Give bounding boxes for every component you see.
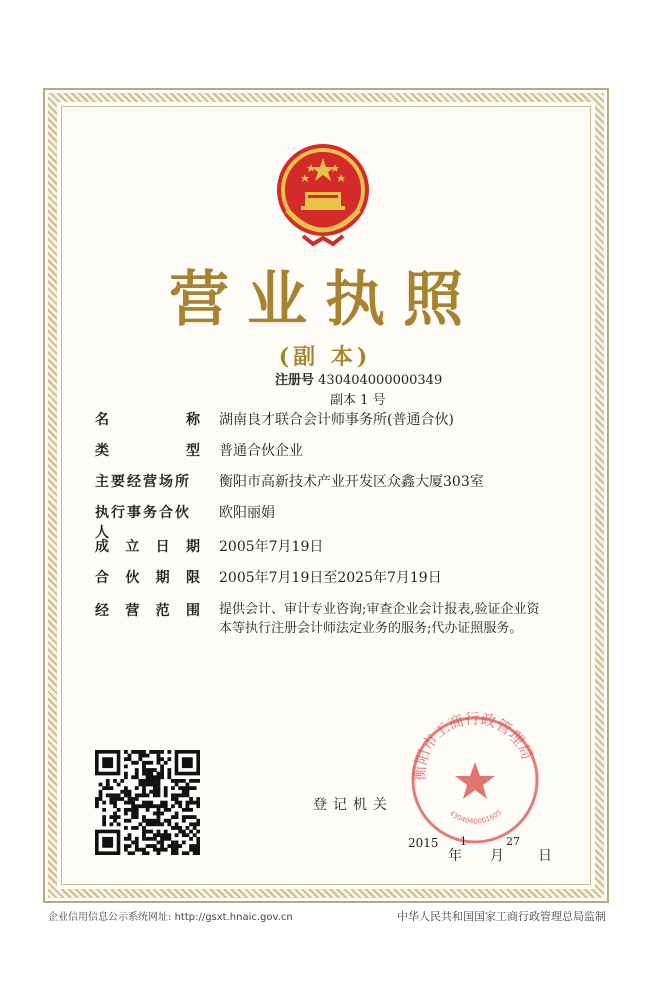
issue-year: 2015 [408, 836, 439, 850]
label-established-date: 成 立 日 期 [95, 539, 200, 555]
value-business-address: 衡阳市高新技术产业开发区众鑫大厦303室 [219, 474, 484, 490]
footer-supervisor: 中华人民共和国国家工商行政管理总局监制 [397, 910, 606, 923]
value-business-scope: 提供会计、审计专业咨询;审查企业会计报表,验证企业资本等执行注册会计师法定业务的服务;代办证照服务。 [219, 602, 540, 636]
star-icon [455, 762, 495, 799]
issue-month: 1 [460, 835, 467, 848]
registration-label: 注册号 [275, 373, 315, 388]
value-name: 湖南良才联合会计师事务所(普通合伙) [219, 412, 454, 428]
registration-line [275, 369, 442, 388]
issue-day-char: 日 [538, 848, 552, 864]
copy-number-line [330, 389, 386, 408]
seal-number: 4304040001605 [447, 808, 504, 826]
national-emblem-icon [273, 140, 373, 248]
qr-code-icon [95, 750, 200, 855]
registration-authority-label: 登记机关 [313, 797, 393, 813]
registration-number: 430404000000349 [318, 373, 443, 388]
footer-website [48, 908, 293, 923]
label-partnership-term: 合 伙 期 限 [95, 570, 200, 586]
issue-month-char: 月 [490, 848, 504, 864]
issue-year-char: 年 [448, 848, 462, 864]
copy-suffix: 号 [372, 393, 386, 408]
document-subtitle: (副 本) [278, 344, 372, 370]
official-seal-icon [405, 710, 545, 850]
footer-website-url[interactable]: http://gsxt.hnaic.gov.cn [174, 912, 293, 923]
label-type: 类 型 [95, 443, 200, 459]
label-business-scope: 经 营 范 围 [95, 603, 200, 619]
label-executive-partner: 执行事务合伙人 [95, 505, 191, 541]
value-type: 普通合伙企业 [219, 443, 303, 459]
copy-label: 副本 [330, 393, 357, 408]
value-executive-partner: 欧阳丽娟 [219, 505, 275, 521]
document-title: 营业执照 [169, 265, 481, 335]
svg-text:4304040001605 [448, 808, 504, 825]
label-business-address: 主要经营场所 [95, 474, 191, 490]
value-partnership-term: 2005年7月19日至2025年7月19日 [219, 570, 442, 586]
copy-number: 1 [360, 393, 369, 408]
label-name: 名 称 [95, 412, 200, 428]
footer-website-label: 企业信用信息公示系统网址: [48, 912, 172, 923]
value-established-date: 2005年7月19日 [219, 539, 324, 555]
issue-day: 27 [506, 835, 520, 848]
seal-text: 衡阳市工商行政管理局 [410, 710, 537, 781]
